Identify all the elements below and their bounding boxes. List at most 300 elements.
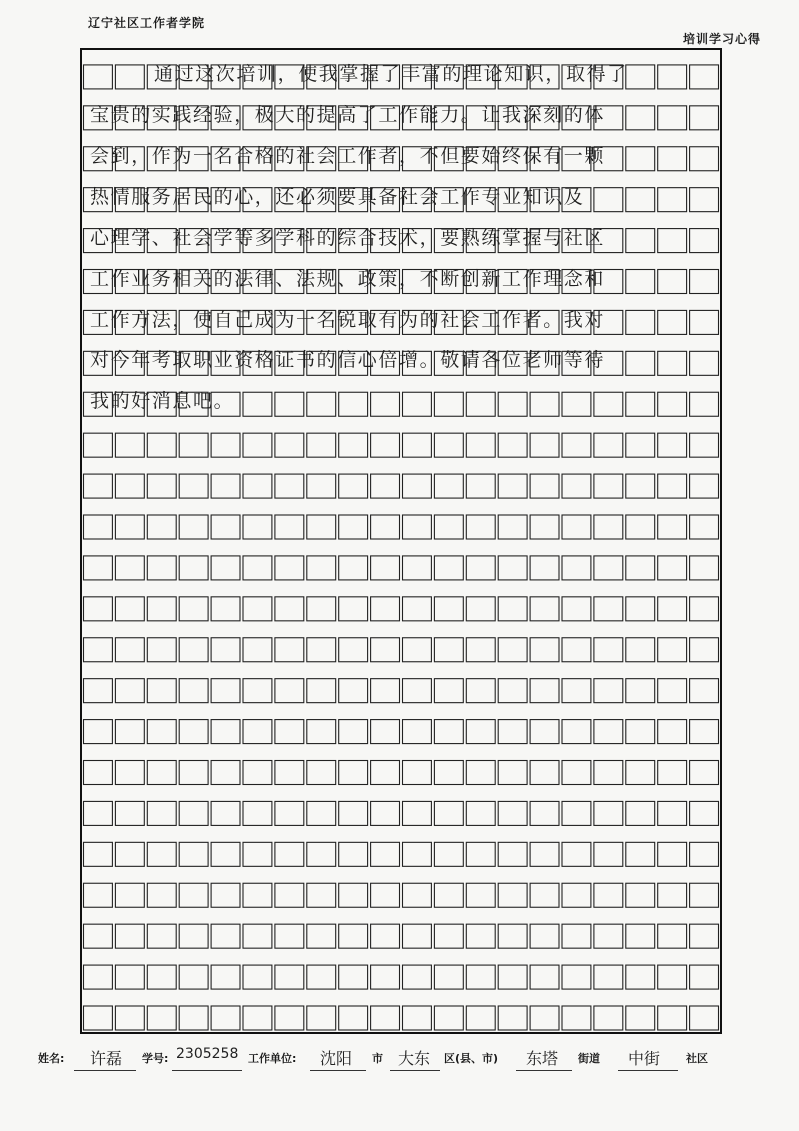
grid-cell [371,720,400,744]
grid-cell [658,638,687,662]
text-line: 会到，作为一名合格的社会工作者，不但要始终保有一颗 [90,144,606,167]
grid-cell [626,842,655,866]
grid-cell [307,965,336,989]
grid-cell [115,65,144,89]
work-unit-label: 工作单位: [248,1052,297,1065]
grid-cell [626,924,655,948]
grid-cell [339,638,368,662]
grid-cell [307,883,336,907]
grid-cell [339,433,368,457]
grid-cell [307,801,336,825]
grid-cell [658,433,687,457]
grid-cell [626,965,655,989]
grid-cell [690,638,719,662]
grid-cell [530,638,559,662]
grid-cell [403,679,432,703]
text-line: 工作方法，使自己成为一名锐取有为的社会工作者。我对 [90,308,606,331]
grid-cell [594,761,623,785]
grid-cell [434,883,463,907]
grid-cell [594,924,623,948]
grid-cell [307,924,336,948]
grid-cell [434,924,463,948]
text-line: 宝贵的实践经验，极大的提高了工作能力。让我深刻的体 [90,103,606,126]
grid-cell [243,556,272,580]
name-label: 姓名: [38,1052,65,1065]
grid-cell [530,761,559,785]
grid-cell [690,597,719,621]
grid-cell [658,924,687,948]
grid-cell [243,515,272,539]
grid-cell [594,638,623,662]
grid-cell [466,965,495,989]
grid-cell [84,883,113,907]
grid-cell [243,801,272,825]
grid-cell [403,761,432,785]
grid-cell [498,842,527,866]
grid-cell [371,1006,400,1030]
grid-cell [466,515,495,539]
grid-cell [594,965,623,989]
grid-cell [498,597,527,621]
grid-cell [211,556,240,580]
grid-cell [243,474,272,498]
grid-cell [562,597,591,621]
grid-cell [243,924,272,948]
grid-cell [434,801,463,825]
grid-cell [498,474,527,498]
grid-cell [434,720,463,744]
grid-cell [562,924,591,948]
grid-cell [466,679,495,703]
grid-cell [115,842,144,866]
grid-cell [434,761,463,785]
grid-cell [371,924,400,948]
city-label: 市 [372,1052,383,1065]
grid-cell [115,924,144,948]
grid-cell [179,474,208,498]
grid-cell [690,720,719,744]
grid-cell [530,515,559,539]
grid-cell [339,842,368,866]
grid-cell [626,720,655,744]
grid-cell [147,515,176,539]
grid-cell [84,65,113,89]
grid-cell [84,965,113,989]
grid-cell [179,883,208,907]
grid-cell [179,515,208,539]
footer-info [38,1046,768,1086]
grid-cell [115,1006,144,1030]
grid-cell [179,679,208,703]
grid-cell [179,556,208,580]
grid-cell [466,924,495,948]
grid-cell [211,761,240,785]
grid-cell [371,556,400,580]
grid-cell [658,556,687,580]
grid-cell [211,638,240,662]
grid-cell [562,638,591,662]
grid-cell [275,474,304,498]
grid-cell [562,965,591,989]
grid-cell [371,515,400,539]
grid-cell [339,1006,368,1030]
grid-cell [626,679,655,703]
district-label: 区(县、市) [444,1052,499,1065]
grid-cell [658,515,687,539]
grid-cell [530,801,559,825]
grid-cell [466,801,495,825]
grid-cell [84,801,113,825]
grid-cell [147,474,176,498]
grid-cell [275,679,304,703]
grid-cell [243,1006,272,1030]
grid-cell [84,433,113,457]
grid-cell [690,433,719,457]
grid-cell [690,556,719,580]
grid-cell [498,924,527,948]
grid-cell [179,597,208,621]
grid-cell [562,883,591,907]
community-value: 中街 [628,1049,661,1068]
grid-cell [626,515,655,539]
grid-cell [403,515,432,539]
grid-cell [179,761,208,785]
grid-cell [690,965,719,989]
grid-cell [626,597,655,621]
grid-cell [84,638,113,662]
grid-cell [371,679,400,703]
writing-grid [80,48,722,1034]
grid-cell [307,515,336,539]
street-underline [516,1070,572,1071]
grid-cell [179,433,208,457]
grid-cell [690,679,719,703]
grid-cell [307,433,336,457]
grid-cell [466,433,495,457]
grid-cell [562,720,591,744]
grid-cell [115,515,144,539]
grid-cell [84,761,113,785]
grid-cell [594,679,623,703]
grid-cell [403,883,432,907]
grid-cell [179,924,208,948]
grid-cell [307,761,336,785]
grid-cell [243,842,272,866]
grid-cell [371,433,400,457]
grid-cell [179,1006,208,1030]
grid-cell [594,433,623,457]
grid-cell [339,597,368,621]
grid-cell [243,720,272,744]
grid-cell [626,801,655,825]
grid-cell [690,474,719,498]
grid-cell [307,1006,336,1030]
grid-cell [403,720,432,744]
grid-cell [498,883,527,907]
grid-cell [339,965,368,989]
grid-cell [243,883,272,907]
grid-cell [115,679,144,703]
grid-cell [434,556,463,580]
grid-cell [466,1006,495,1030]
grid-cell [530,1006,559,1030]
grid-cell [530,556,559,580]
grid-cell [339,883,368,907]
grid-cell [179,720,208,744]
grid-cell [84,842,113,866]
grid-cell [658,801,687,825]
student-id-value: 2305258 [176,1046,239,1062]
text-line: 热情服务居民的心，还必须要具备社会工作专业知识及 [90,185,585,208]
grid-cell [115,761,144,785]
grid-cell [466,720,495,744]
grid-cell [275,761,304,785]
grid-cell [658,720,687,744]
grid-cell [339,761,368,785]
grid-cell [115,597,144,621]
grid-cell [371,638,400,662]
grid-cell [179,965,208,989]
grid-cell [84,556,113,580]
grid-cell [211,801,240,825]
grid-cell [658,883,687,907]
text-line: 通过这次培训，使我掌握了丰富的理论知识，取得了 [154,63,628,85]
grid-cell [339,556,368,580]
grid-cell [147,924,176,948]
grid-cell [147,801,176,825]
grid-cell [147,1006,176,1030]
grid-cell [115,883,144,907]
grid-cell [371,597,400,621]
district-underline [390,1070,440,1071]
grid-cell [275,842,304,866]
grid-cell [84,515,113,539]
grid-cell [498,679,527,703]
grid-cell [211,474,240,498]
grid-cell [434,638,463,662]
grid-cell [530,679,559,703]
grid-cell [211,924,240,948]
grid-cell [307,638,336,662]
grid-cell [498,801,527,825]
grid-cell [275,924,304,948]
grid-cell [339,924,368,948]
grid-cell [658,679,687,703]
grid-cell [211,515,240,539]
grid-cell [211,433,240,457]
grid-cell [243,433,272,457]
grid-cell [626,883,655,907]
grid-cell [275,720,304,744]
grid-cell [147,883,176,907]
grid-cell [275,801,304,825]
grid-cell [179,638,208,662]
grid-cell [275,556,304,580]
grid-cell [179,801,208,825]
grid-cell [594,883,623,907]
grid-cell [562,474,591,498]
grid-cell [466,597,495,621]
grid-cell [307,842,336,866]
grid-cell [243,965,272,989]
grid-cell [562,761,591,785]
grid-cell [498,761,527,785]
grid-cell [562,433,591,457]
grid-cell [275,1006,304,1030]
grid-cell [339,679,368,703]
grid-cell [594,842,623,866]
grid-cell [275,638,304,662]
grid-cell [275,433,304,457]
community-label: 社区 [686,1052,708,1065]
grid-cell [658,1006,687,1030]
grid-cell [339,474,368,498]
street-value: 东塔 [526,1049,559,1068]
grid-cell [147,679,176,703]
grid-cell [466,638,495,662]
grid-cell [403,801,432,825]
grid-cell [498,965,527,989]
grid-cell [84,720,113,744]
grid-cell [115,638,144,662]
grid-cell [115,433,144,457]
grid-cell [339,720,368,744]
district-value: 大东 [398,1049,431,1068]
grid-cell [498,638,527,662]
grid-cell [147,597,176,621]
grid-cell [403,597,432,621]
grid-cell [690,515,719,539]
grid-cell [403,433,432,457]
grid-cell [115,965,144,989]
grid-cell [275,515,304,539]
school-name: 辽宁社区工作者学院 [88,16,206,30]
text-line: 工作业务相关的法律、法规、政策，不断创新工作理念和 [90,267,606,290]
grid-cell [466,474,495,498]
text-line: 对今年考取职业资格证书的信心倍增。敬请各位老师等待 [90,349,606,372]
grid-cell [147,965,176,989]
text-line: 我的好消息吧。 [90,390,235,413]
grid-cell [371,761,400,785]
grid-cell [434,965,463,989]
grid-cell [690,883,719,907]
grid-cell [466,883,495,907]
text-line: 心理学、社会学等多学科的综合技术，要熟练掌握与社区 [90,226,606,249]
grid-cell [498,515,527,539]
grid-cell [498,556,527,580]
grid-cell [84,1006,113,1030]
grid-cell [594,597,623,621]
grid-cell [530,924,559,948]
grid-cell [530,883,559,907]
grid-cell [690,1006,719,1030]
grid-cell [211,597,240,621]
grid-cell [275,965,304,989]
grid-cell [371,474,400,498]
grid-cell [594,1006,623,1030]
grid-cell [562,679,591,703]
city-underline [310,1070,366,1071]
grid-cell [371,842,400,866]
community-underline [618,1070,678,1071]
grid-cell [307,720,336,744]
grid-cell [594,801,623,825]
grid-cell [403,638,432,662]
grid-cell [498,433,527,457]
grid-cell [434,842,463,866]
grid-cell [115,556,144,580]
grid-cell [211,679,240,703]
grid-cell [275,597,304,621]
grid-cell [147,638,176,662]
grid-cell [307,679,336,703]
grid-cell [115,801,144,825]
grid-cell [403,842,432,866]
grid-cell [530,720,559,744]
grid-cell [626,433,655,457]
grid-cell [594,556,623,580]
grid-cell [403,474,432,498]
grid-cell [562,842,591,866]
grid-cell [115,474,144,498]
grid-cell [371,965,400,989]
grid-cell [626,1006,655,1030]
document-type: 培训学习心得 [682,32,761,46]
grid-cell [434,433,463,457]
grid-cell [243,638,272,662]
grid-cell [434,474,463,498]
grid-cell [403,1006,432,1030]
street-label: 街道 [578,1052,600,1065]
grid-cell [147,842,176,866]
grid-cell [147,761,176,785]
grid-cell [594,515,623,539]
grid-cell [339,801,368,825]
grid-cell [690,801,719,825]
grid-cell [211,965,240,989]
name-value: 许磊 [90,1049,123,1068]
grid-cell [84,679,113,703]
grid-cell [84,597,113,621]
grid-cell [84,474,113,498]
grid-cell [434,515,463,539]
grid-cell [690,842,719,866]
grid-cell [211,883,240,907]
grid-cell [434,1006,463,1030]
grid-cell [658,597,687,621]
grid-cell [403,924,432,948]
grid-cell [275,883,304,907]
student-id-underline [172,1070,242,1071]
grid-cell [626,638,655,662]
grid-cell [307,597,336,621]
grid-cell [403,965,432,989]
grid-cell [211,720,240,744]
grid-cell [466,842,495,866]
grid-cell [84,924,113,948]
grid-cell [339,515,368,539]
grid-cell [498,1006,527,1030]
grid-cell [690,761,719,785]
grid-cell [243,761,272,785]
grid-cell [626,474,655,498]
grid-cell [530,433,559,457]
grid-cell [434,597,463,621]
grid-cell [466,761,495,785]
grid-cell [562,556,591,580]
grid-cell [530,965,559,989]
grid-cell [658,474,687,498]
